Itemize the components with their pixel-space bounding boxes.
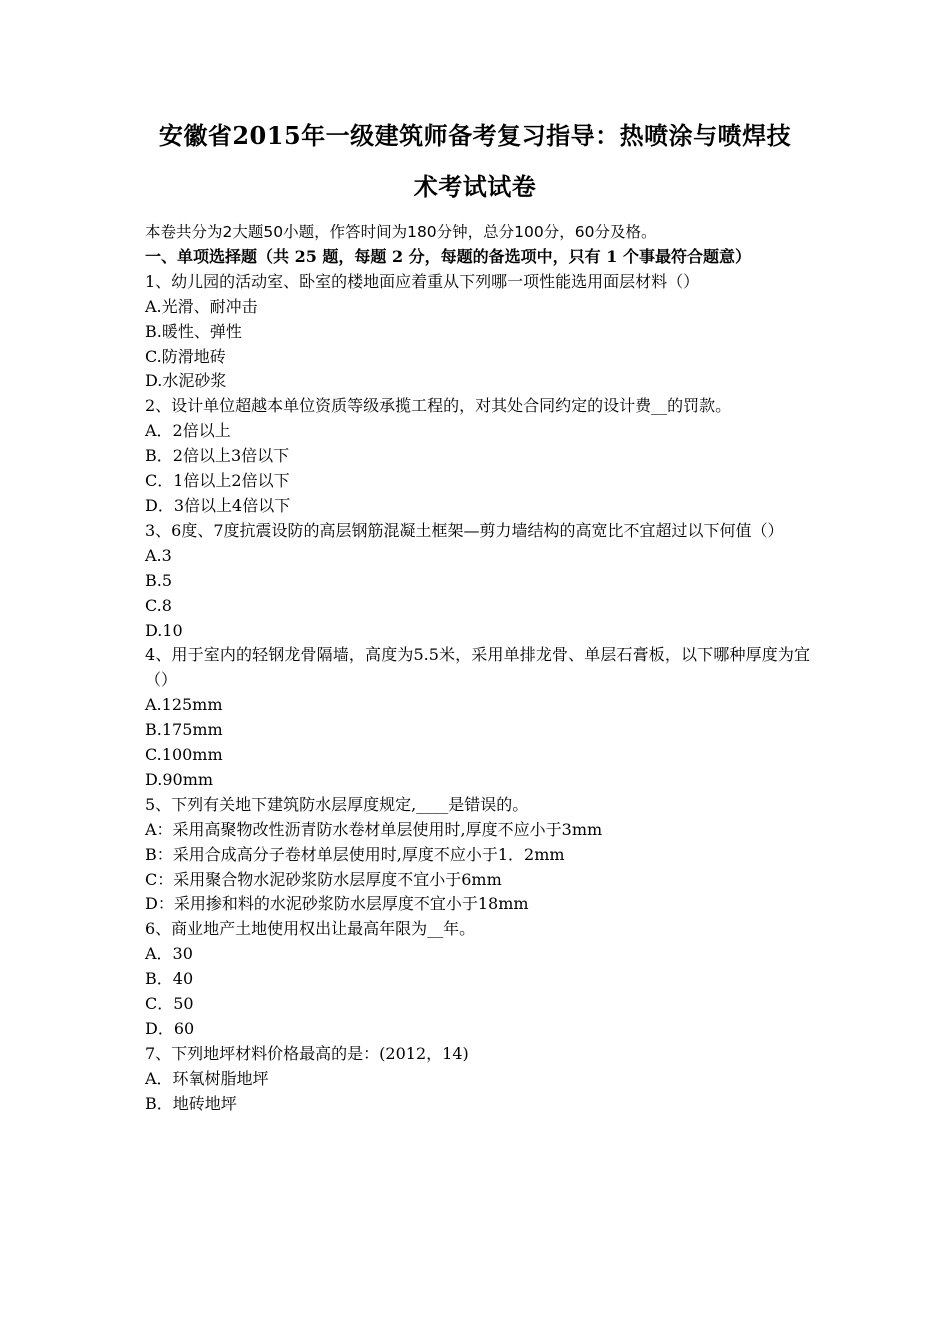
question-5 <box>145 793 810 918</box>
answer-option: A：采用高聚物改性沥青防水卷材单层使用时,厚度不应小于3mm <box>145 819 603 839</box>
answer-option: D．60 <box>145 1019 195 1038</box>
answer-option: C.8 <box>145 595 172 615</box>
answer-option: B．地砖地坪 <box>145 1093 237 1113</box>
answer-option: B：采用合成高分子卷材单层使用时,厚度不应小于1．2mm <box>145 844 565 864</box>
answer-option: C.防滑地砖 <box>145 346 226 366</box>
section-heading: 一、单项选择题（共 25 题，每题 2 分，每题的备选项中，只有 1 个事最符合题意） <box>145 246 751 266</box>
answer-option: D.水泥砂浆 <box>145 371 227 391</box>
answer-option: C．50 <box>145 994 194 1014</box>
question-stem: 5、下列有关地下建筑防水层厚度规定,____是错误的。 <box>145 794 529 814</box>
question-3 <box>145 519 810 644</box>
question-7 <box>145 1042 810 1117</box>
answer-option: D.90mm <box>145 769 214 789</box>
answer-option: A.3 <box>145 545 172 565</box>
question-1 <box>145 270 810 395</box>
question-6 <box>145 917 810 1042</box>
exam-intro: 本卷共分为2大题50小题，作答时间为180分钟，总分100分，60分及格。 <box>145 223 657 241</box>
answer-option: A.125mm <box>145 695 223 715</box>
answer-option: B.5 <box>145 570 173 590</box>
answer-option: C.100mm <box>145 745 223 765</box>
question-stem: 6、商业地产土地使用权出让最高年限为__年。 <box>145 919 476 939</box>
answer-option: B．40 <box>145 969 194 989</box>
answer-option: B.暖性、弹性 <box>145 321 242 341</box>
question-stem: 3、6度、7度抗震设防的高层钢筋混凝土框架—剪力墙结构的高宽比不宜超过以下何值（） <box>145 520 784 540</box>
question-2 <box>145 394 810 519</box>
question-stem: 2、设计单位超越本单位资质等级承揽工程的，对其处合同约定的设计费__的罚款。 <box>145 396 732 416</box>
answer-option: C：采用聚合物水泥砂浆防水层厚度不宜小于6mm <box>145 869 502 889</box>
answer-option: B．2倍以上3倍以下 <box>145 446 290 466</box>
question-4 <box>145 643 810 792</box>
answer-option: A．环氧树脂地坪 <box>145 1068 269 1088</box>
answer-option: B.175mm <box>145 720 223 740</box>
answer-option: D.10 <box>145 620 183 640</box>
question-stem: 4、用于室内的轻钢龙骨隔墙，高度为5.5米，采用单排龙骨、单层石膏板，以下哪种厚度为宜（） <box>145 645 810 690</box>
answer-option: A．30 <box>145 944 193 964</box>
question-stem: 7、下列地坪材料价格最高的是：(2012，14) <box>145 1043 469 1063</box>
document-body <box>145 220 810 1117</box>
answer-option: D：采用掺和料的水泥砂浆防水层厚度不宜小于18mm <box>145 894 529 914</box>
answer-option: A.光滑、耐冲击 <box>145 296 258 316</box>
question-stem: 1、幼儿园的活动室、卧室的楼地面应着重从下列哪一项性能选用面层材料（） <box>145 271 700 291</box>
document-title-line-2: 术考试试卷 <box>413 172 537 201</box>
document-title-line-1: 安徽省2015年一级建筑师备考复习指导：热喷涂与喷焊技 <box>158 121 792 150</box>
answer-option: D．3倍以上4倍以下 <box>145 495 291 515</box>
answer-option: A．2倍以上 <box>145 421 231 441</box>
answer-option: C．1倍以上2倍以下 <box>145 471 290 491</box>
